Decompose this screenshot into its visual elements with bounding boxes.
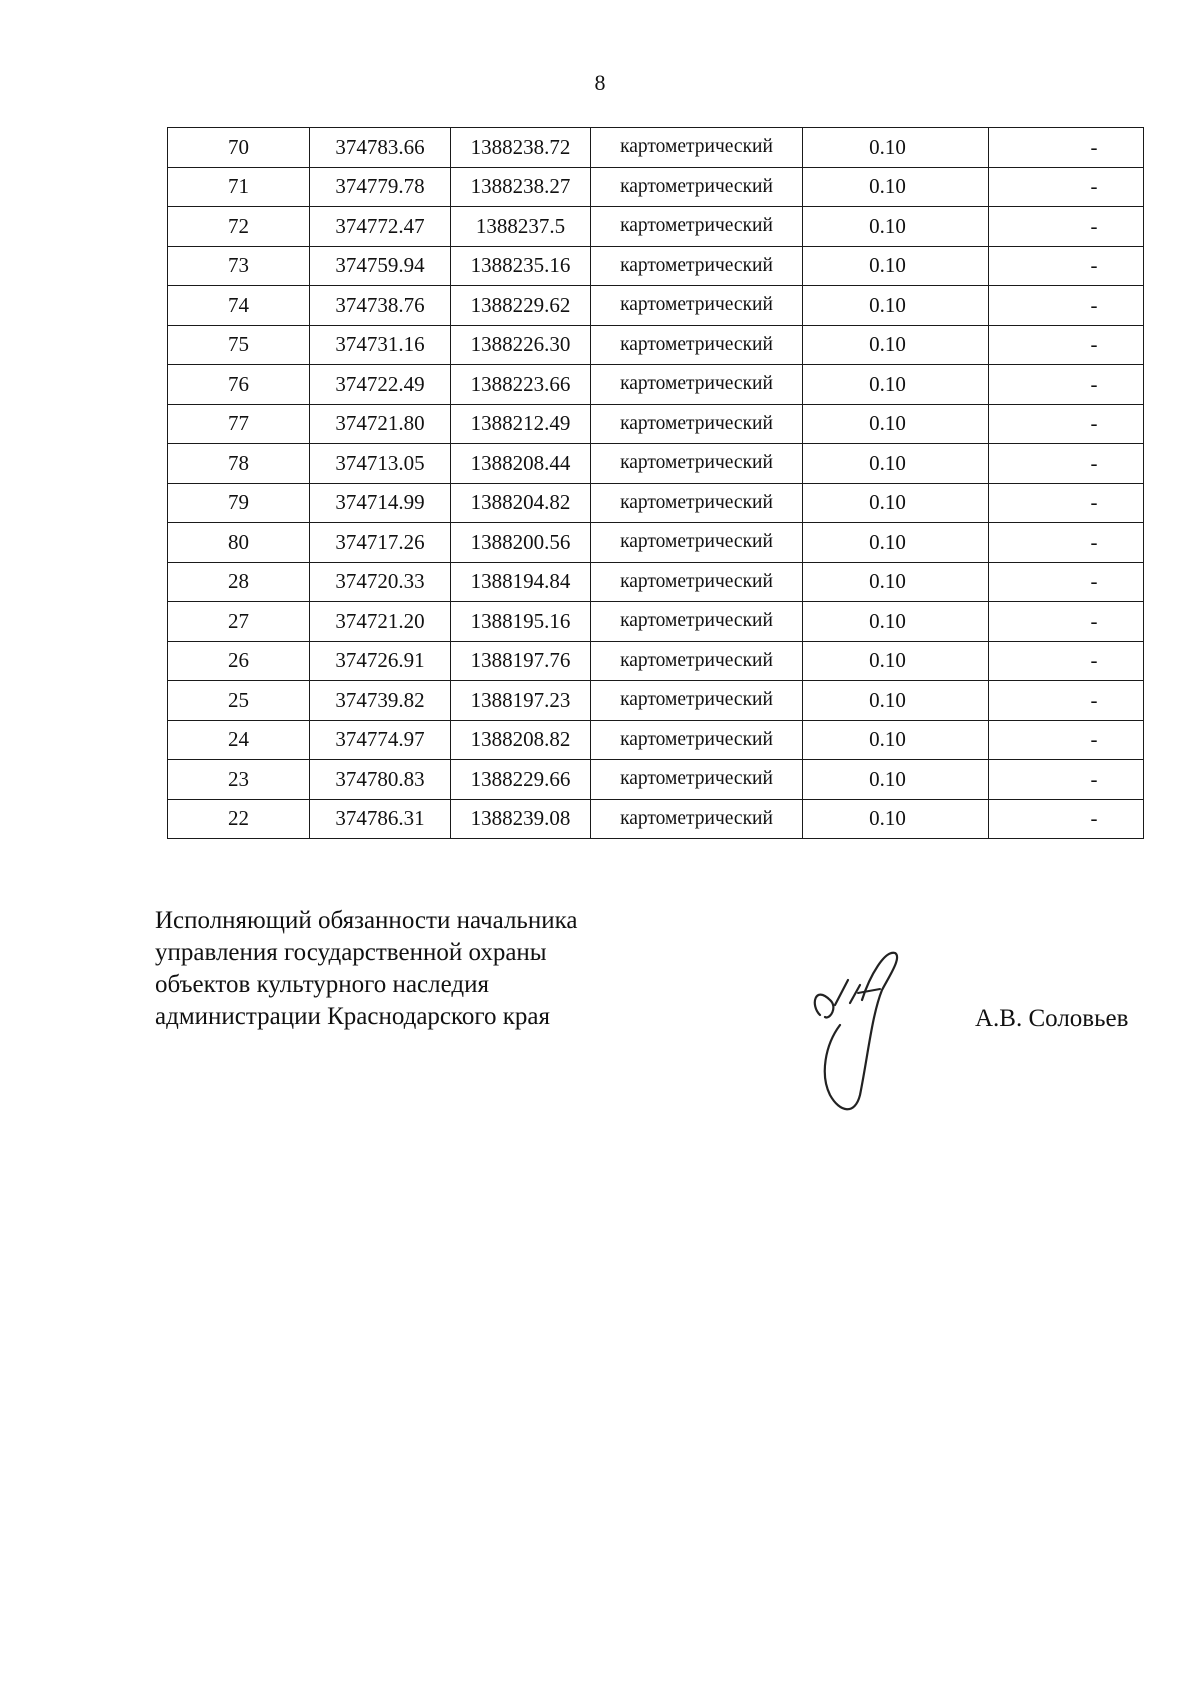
accuracy-cell: 0.10	[803, 602, 989, 642]
coordinate-x-cell: 374759.94	[310, 246, 451, 286]
description-cell: -	[989, 681, 1144, 721]
coordinate-y-cell: 1388229.62	[451, 286, 591, 326]
table-row	[168, 483, 1144, 523]
point-number-cell: 78	[168, 444, 310, 484]
description-cell: -	[989, 207, 1144, 247]
coordinate-x-cell: 374731.16	[310, 325, 451, 365]
table-row	[168, 404, 1144, 444]
point-number-cell: 80	[168, 523, 310, 563]
point-number-cell: 70	[168, 128, 310, 168]
coordinate-y-cell: 1388197.23	[451, 681, 591, 721]
table-row	[168, 128, 1144, 168]
coordinate-y-cell: 1388208.82	[451, 720, 591, 760]
accuracy-cell: 0.10	[803, 483, 989, 523]
description-cell: -	[989, 641, 1144, 681]
description-cell: -	[989, 286, 1144, 326]
coordinate-y-cell: 1388212.49	[451, 404, 591, 444]
coordinate-y-cell: 1388204.82	[451, 483, 591, 523]
method-cell: картометрический	[591, 404, 803, 444]
coordinate-x-cell: 374721.80	[310, 404, 451, 444]
accuracy-cell: 0.10	[803, 207, 989, 247]
method-cell: картометрический	[591, 167, 803, 207]
accuracy-cell: 0.10	[803, 799, 989, 839]
signatory-title-line: Исполняющий обязанности начальника	[155, 907, 578, 934]
table-row	[168, 799, 1144, 839]
point-number-cell: 26	[168, 641, 310, 681]
accuracy-cell: 0.10	[803, 246, 989, 286]
table-row	[168, 207, 1144, 247]
method-cell: картометрический	[591, 246, 803, 286]
coordinate-y-cell: 1388200.56	[451, 523, 591, 563]
accuracy-cell: 0.10	[803, 128, 989, 168]
description-cell: -	[989, 128, 1144, 168]
table-row	[168, 325, 1144, 365]
method-cell: картометрический	[591, 799, 803, 839]
coordinate-y-cell: 1388226.30	[451, 325, 591, 365]
method-cell: картометрический	[591, 128, 803, 168]
coordinate-y-cell: 1388223.66	[451, 365, 591, 405]
accuracy-cell: 0.10	[803, 444, 989, 484]
table-row	[168, 523, 1144, 563]
accuracy-cell: 0.10	[803, 286, 989, 326]
method-cell: картометрический	[591, 286, 803, 326]
table-row	[168, 365, 1144, 405]
table-row	[168, 444, 1144, 484]
accuracy-cell: 0.10	[803, 641, 989, 681]
point-number-cell: 28	[168, 562, 310, 602]
point-number-cell: 27	[168, 602, 310, 642]
handwritten-signature-icon	[800, 945, 930, 1125]
table-row	[168, 246, 1144, 286]
coordinate-y-cell: 1388239.08	[451, 799, 591, 839]
accuracy-cell: 0.10	[803, 167, 989, 207]
coordinate-y-cell: 1388208.44	[451, 444, 591, 484]
coordinate-x-cell: 374726.91	[310, 641, 451, 681]
signatory-name: А.В. Соловьев	[975, 1005, 1129, 1032]
accuracy-cell: 0.10	[803, 404, 989, 444]
description-cell: -	[989, 720, 1144, 760]
method-cell: картометрический	[591, 562, 803, 602]
method-cell: картометрический	[591, 720, 803, 760]
table-row	[168, 286, 1144, 326]
signatory-title-line: объектов культурного наследия	[155, 971, 489, 998]
description-cell: -	[989, 562, 1144, 602]
method-cell: картометрический	[591, 325, 803, 365]
description-cell: -	[989, 523, 1144, 563]
accuracy-cell: 0.10	[803, 325, 989, 365]
coordinate-y-cell: 1388237.5	[451, 207, 591, 247]
accuracy-cell: 0.10	[803, 365, 989, 405]
point-number-cell: 23	[168, 760, 310, 800]
method-cell: картометрический	[591, 365, 803, 405]
table-row	[168, 681, 1144, 721]
coordinate-y-cell: 1388238.27	[451, 167, 591, 207]
signatory-title	[155, 905, 577, 1033]
description-cell: -	[989, 444, 1144, 484]
accuracy-cell: 0.10	[803, 562, 989, 602]
coordinate-x-cell: 374738.76	[310, 286, 451, 326]
coordinate-y-cell: 1388235.16	[451, 246, 591, 286]
coordinate-x-cell: 374721.20	[310, 602, 451, 642]
point-number-cell: 22	[168, 799, 310, 839]
method-cell: картометрический	[591, 483, 803, 523]
point-number-cell: 75	[168, 325, 310, 365]
point-number-cell: 74	[168, 286, 310, 326]
coordinate-x-cell: 374717.26	[310, 523, 451, 563]
coordinate-x-cell: 374783.66	[310, 128, 451, 168]
description-cell: -	[989, 760, 1144, 800]
table-row	[168, 641, 1144, 681]
method-cell: картометрический	[591, 523, 803, 563]
coordinate-x-cell: 374780.83	[310, 760, 451, 800]
point-number-cell: 25	[168, 681, 310, 721]
table-row	[168, 562, 1144, 602]
point-number-cell: 73	[168, 246, 310, 286]
coordinate-x-cell: 374774.97	[310, 720, 451, 760]
description-cell: -	[989, 404, 1144, 444]
page-number: 8	[594, 70, 606, 95]
coordinate-x-cell: 374739.82	[310, 681, 451, 721]
method-cell: картометрический	[591, 681, 803, 721]
coordinate-y-cell: 1388197.76	[451, 641, 591, 681]
accuracy-cell: 0.10	[803, 720, 989, 760]
table-row	[168, 602, 1144, 642]
method-cell: картометрический	[591, 760, 803, 800]
coordinate-y-cell: 1388229.66	[451, 760, 591, 800]
accuracy-cell: 0.10	[803, 681, 989, 721]
point-number-cell: 71	[168, 167, 310, 207]
method-cell: картометрический	[591, 444, 803, 484]
method-cell: картометрический	[591, 207, 803, 247]
description-cell: -	[989, 799, 1144, 839]
coordinate-x-cell: 374713.05	[310, 444, 451, 484]
description-cell: -	[989, 246, 1144, 286]
description-cell: -	[989, 167, 1144, 207]
description-cell: -	[989, 483, 1144, 523]
coordinate-x-cell: 374720.33	[310, 562, 451, 602]
coordinate-x-cell: 374779.78	[310, 167, 451, 207]
point-number-cell: 76	[168, 365, 310, 405]
point-number-cell: 24	[168, 720, 310, 760]
table-row	[168, 760, 1144, 800]
method-cell: картометрический	[591, 641, 803, 681]
coordinate-x-cell: 374714.99	[310, 483, 451, 523]
coordinate-y-cell: 1388195.16	[451, 602, 591, 642]
coordinate-x-cell: 374772.47	[310, 207, 451, 247]
table-row	[168, 167, 1144, 207]
accuracy-cell: 0.10	[803, 523, 989, 563]
description-cell: -	[989, 365, 1144, 405]
point-number-cell: 72	[168, 207, 310, 247]
description-cell: -	[989, 325, 1144, 365]
accuracy-cell: 0.10	[803, 760, 989, 800]
signatory-title-line: администрации Краснодарского края	[155, 1003, 551, 1030]
method-cell: картометрический	[591, 602, 803, 642]
coordinate-y-cell: 1388238.72	[451, 128, 591, 168]
coordinates-table	[167, 127, 1144, 839]
point-number-cell: 79	[168, 483, 310, 523]
coordinate-y-cell: 1388194.84	[451, 562, 591, 602]
description-cell: -	[989, 602, 1144, 642]
coordinate-x-cell: 374786.31	[310, 799, 451, 839]
coordinates-table-body	[168, 128, 1144, 839]
point-number-cell: 77	[168, 404, 310, 444]
table-row	[168, 720, 1144, 760]
signatory-title-line: управления государственной охраны	[155, 939, 547, 966]
coordinate-x-cell: 374722.49	[310, 365, 451, 405]
